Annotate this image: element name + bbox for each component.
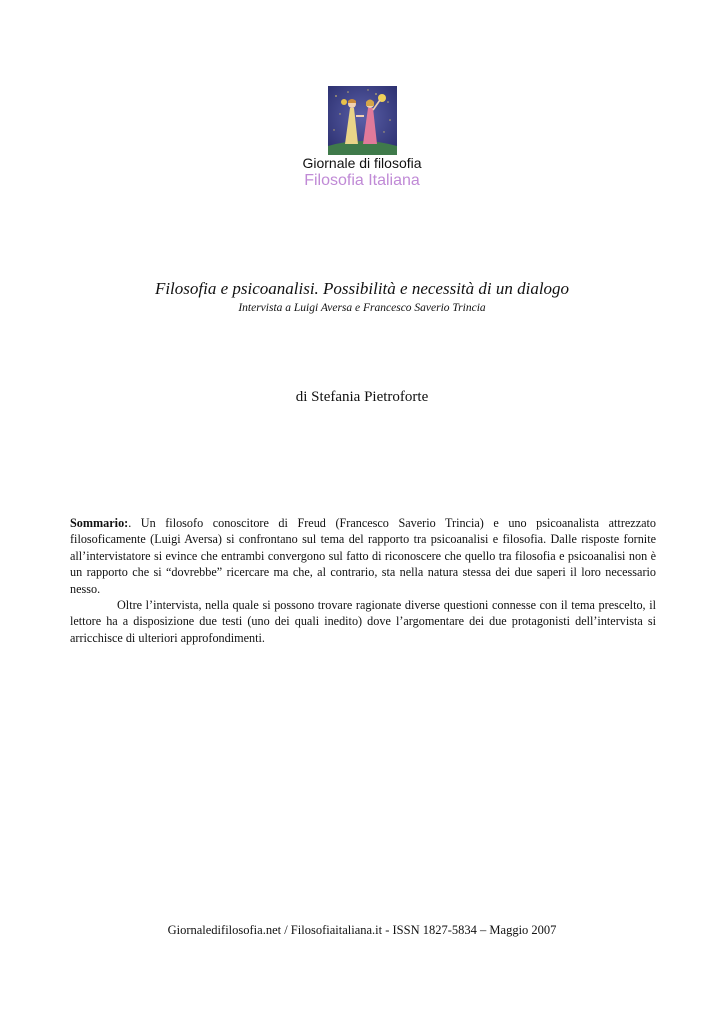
article-subtitle: Intervista a Luigi Aversa e Francesco Saverio Trincia bbox=[238, 302, 486, 314]
article-title: Filosofia e psicoanalisi. Possibilità e necessità di un dialogo bbox=[154, 279, 570, 298]
logo-painting-image bbox=[328, 86, 397, 155]
article-author: di Stefania Pietroforte bbox=[295, 389, 429, 405]
abstract bbox=[70, 515, 656, 646]
abstract-paragraph-1-text: . Un filosofo conoscitore di Freud (Francesco Saverio Trincia) e uno psicoanalista attrezzato filosoficamente (Luigi Aversa) si confrontano sul tema del rapporto tra psicoanalisi e filosofia. Dalle risposte fornite all’intervistatore si evince che entrambi convergono sul fatto di riconoscere che quello tra filosofia e psicoanalisi non è un rapporto che si “dovrebbe” ricercare ma che, al contrario, sta nella natura stessa dei due saperi il loro necessario nesso. bbox=[70, 516, 656, 596]
abstract-paragraph-1 bbox=[70, 515, 656, 597]
abstract-label: Sommario: bbox=[70, 516, 129, 530]
journal-subtitle: Filosofia Italiana bbox=[304, 172, 420, 189]
journal-logo bbox=[328, 86, 397, 155]
page-footer: Giornaledifilosofia.net / Filosofiaitaliana.it - ISSN 1827-5834 – Maggio 2007 bbox=[167, 923, 557, 937]
journal-title: Giornale di filosofia bbox=[302, 155, 422, 171]
abstract-paragraph-2: Oltre l’intervista, nella quale si possono trovare ragionate diverse questioni connesse con il tema prescelto, il lettore ha a disposizione due testi (uno dei quali inedito) dove l’argomentare dei due protagonisti dell’intervista si arricchisce di ulteriori approfondimenti. bbox=[70, 598, 656, 645]
